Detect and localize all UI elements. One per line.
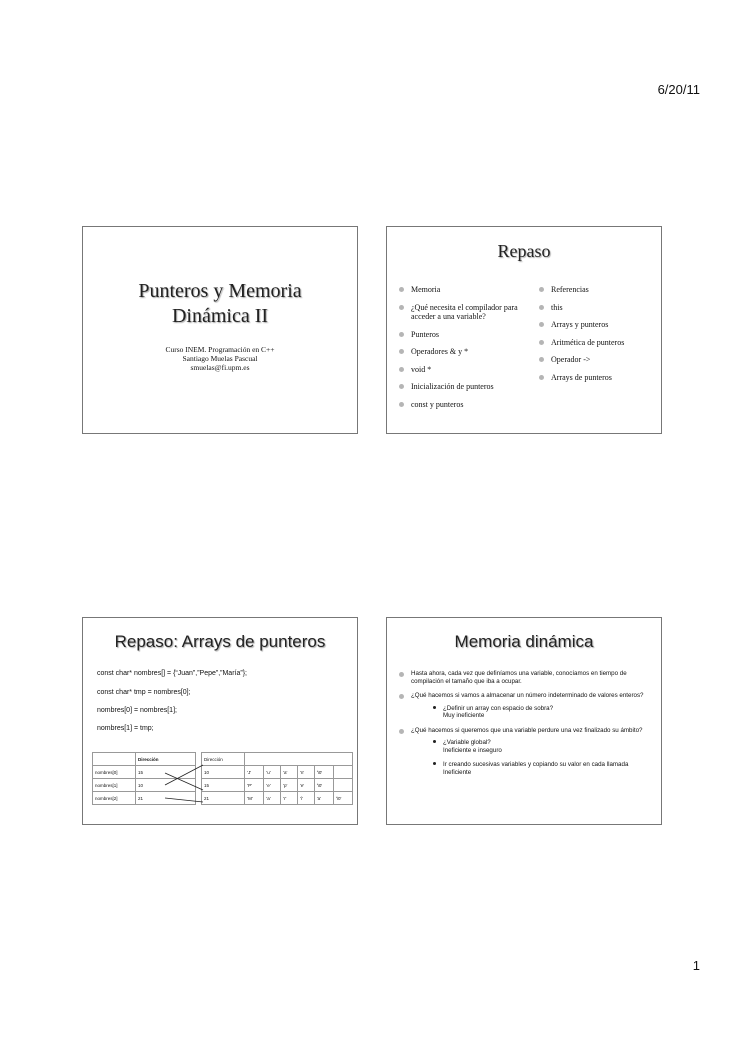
code-line: nombres[1] = tmp; (97, 725, 154, 732)
sub-bullet-icon (433, 762, 436, 765)
bullet-list-left (399, 285, 527, 417)
table-header: Dirección (136, 753, 196, 766)
slide-heading: Repaso (497, 241, 551, 261)
slide-heading: Repaso: Arrays de punteros (114, 632, 326, 651)
list-item: Punteros (399, 330, 527, 340)
bullet-icon (399, 694, 404, 699)
bullet-icon (539, 357, 544, 362)
title-line-2: Dinámica II (171, 305, 269, 327)
list-item: const y punteros (399, 400, 527, 410)
bullet-icon (399, 384, 404, 389)
table-row: 21 'M' 'a' 'r' 'í' 'a' '\0' (202, 792, 353, 805)
list-item: Referencias (539, 285, 659, 295)
page-number: 1 (692, 958, 700, 973)
bullet-icon (399, 305, 404, 310)
table-row: nombres[1] 10 (93, 779, 196, 792)
list-item: Ir creando sucesivas variables y copiando su valor en cada llamada Ineficiente (433, 761, 654, 776)
course-name: Curso INEM. Programación en C++ (165, 345, 275, 354)
list-item: Operador -> (539, 355, 659, 365)
table-row: nombres[2] 21 (93, 792, 196, 805)
arrow-line (165, 773, 203, 790)
list-item: ¿Variable global? Ineficiente e inseguro (433, 739, 654, 754)
list-item: this (539, 303, 659, 313)
list-item: Aritmética de punteros (539, 338, 659, 348)
bullet-icon (399, 287, 404, 292)
code-line: nombres[0] = nombres[1]; (97, 707, 177, 714)
list-item: Inicialización de punteros (399, 382, 527, 392)
bullet-list-right (539, 285, 659, 390)
list-item: ¿Definir un array con espacio de sobra? Muy ineficiente (433, 705, 654, 720)
bullet-icon (539, 375, 544, 380)
slide-title (82, 226, 358, 434)
table-header: Dirección (202, 753, 245, 766)
sub-list (433, 705, 654, 720)
list-item: ¿Qué hacemos si queremos que una variable perdure una vez finalizado su ámbito? ¿Variable global? Ineficiente e inseguro Ir creando sucesivas variables y copiando su valor en cada llamada Ineficiente (399, 727, 654, 777)
list-item: Arrays de punteros (539, 373, 659, 383)
bullet-icon (539, 340, 544, 345)
list-item: void * (399, 365, 527, 375)
slide-title-heading (83, 279, 357, 329)
author-email: smuelas@fi.upm.es (190, 363, 250, 372)
table-row: 10 'J' 'u' 'a' 'n' '\0' (202, 766, 353, 779)
slide-arrays-de-punteros (82, 617, 358, 825)
list-item: Hasta ahora, cada vez que definíamos una variable, conocíamos en tiempo de compilación el tamaño que iba a ocupar. (399, 670, 654, 685)
bullet-icon (399, 729, 404, 734)
bullet-icon (399, 402, 404, 407)
bullet-icon (539, 322, 544, 327)
slide-subtitle (83, 345, 357, 372)
code-line: const char* nombres[] = {“Juan”,”Pepe”,”María”}; (97, 670, 247, 677)
bullet-icon (539, 305, 544, 310)
slide-memoria-dinamica (386, 617, 662, 825)
sub-list (433, 739, 654, 776)
sub-bullet-icon (433, 706, 436, 709)
arrow-line (165, 798, 203, 802)
sub-bullet-icon (433, 740, 436, 743)
pointer-arrows (83, 618, 359, 826)
bullet-icon (399, 349, 404, 354)
bullet-icon (399, 367, 404, 372)
table-row: 15 'P' 'e' 'p' 'e' '\0' (202, 779, 353, 792)
list-item: ¿Qué hacemos si vamos a almacenar un número indeterminado de valores enteros? ¿Definir un array con espacio de sobra? Muy ineficiente (399, 692, 654, 720)
title-line-1: Punteros y Memoria (138, 280, 302, 302)
slide-repaso (386, 226, 662, 434)
bullet-list (399, 670, 654, 783)
list-item: Arrays y punteros (539, 320, 659, 330)
page-date: 6/20/11 (657, 82, 700, 97)
arrow-line (165, 765, 203, 785)
bullet-icon (399, 332, 404, 337)
list-item: Memoria (399, 285, 527, 295)
author-name: Santiago Muelas Pascual (182, 354, 258, 363)
list-item: Operadores & y * (399, 347, 527, 357)
list-item: ¿Qué necesita el compilador para acceder a una variable? (399, 303, 527, 322)
table-row: nombres[0] 15 (93, 766, 196, 779)
code-line: const char* tmp = nombres[0]; (97, 689, 191, 696)
bullet-icon (399, 672, 404, 677)
slide-heading: Memoria dinámica (454, 632, 594, 651)
bullet-icon (539, 287, 544, 292)
